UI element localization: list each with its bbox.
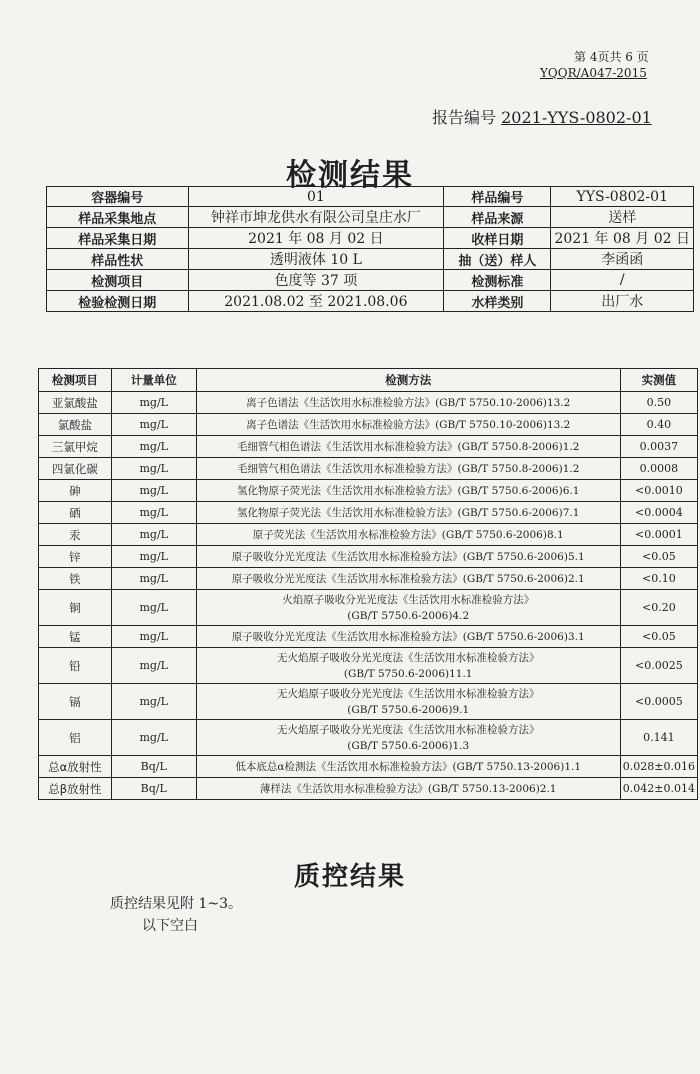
blank-note: 以下空白 [142,918,198,934]
table-row [39,720,698,756]
table-row [39,524,698,546]
cell-unit: mg/L [111,590,196,626]
info-row [47,249,694,270]
method-line: 原子吸收分光光度法《生活饮用水标准检验方法》(GB/T 5750.6-2006)5.1 [231,550,585,563]
cell-item: 三氯甲烷 [39,436,112,458]
cell-item: 总β放射性 [39,778,112,800]
info-row [47,187,694,207]
cell-unit: mg/L [111,436,196,458]
sample-info-table [46,186,694,312]
standard-label: 检测标准 [444,270,551,291]
cell-item: 亚氯酸盐 [39,392,112,414]
cell-item: 镉 [39,684,112,720]
cell-method [196,568,620,590]
report-number-value: 2021-YYS-0802-01 [501,108,652,127]
cell-item: 氯酸盐 [39,414,112,436]
water-type-label: 水样类别 [444,291,551,312]
sender-label: 抽（送）样人 [444,249,551,270]
cell-value: 0.042±0.014 [620,778,697,800]
cell-value: <0.0005 [620,684,697,720]
cell-method [196,414,620,436]
cell-value: <0.0010 [620,480,697,502]
source-label: 样品来源 [444,207,551,228]
cell-method [196,648,620,684]
cell-method [196,778,620,800]
method-line: (GB/T 5750.6-2006)9.1 [347,703,470,716]
cell-method [196,480,620,502]
document-code: YQQR/A047-2015 [540,66,647,80]
cell-value: <0.0025 [620,648,697,684]
results-body [39,392,698,800]
cell-item: 锰 [39,626,112,648]
cell-item: 总α放射性 [39,756,112,778]
collect-date-label: 样品采集日期 [47,228,189,249]
table-row [39,392,698,414]
cell-unit: mg/L [111,502,196,524]
header-method: 检测方法 [196,369,620,392]
cell-unit: mg/L [111,458,196,480]
receive-date-value: 2021 年 08 月 02 日 [551,228,694,249]
method-line: 毛细管气相色谱法《生活饮用水标准检验方法》(GB/T 5750.8-2006)1.2 [237,462,580,475]
source-value: 送样 [551,207,694,228]
cell-item: 硒 [39,502,112,524]
method-line: 氢化物原子荧光法《生活饮用水标准检验方法》(GB/T 5750.6-2006)7.1 [237,506,580,519]
cell-method [196,546,620,568]
method-line: (GB/T 5750.6-2006)11.1 [343,667,473,680]
table-row [39,436,698,458]
cell-item: 四氯化碳 [39,458,112,480]
sender-value: 李函函 [551,249,694,270]
cell-unit: mg/L [111,648,196,684]
table-row [39,590,698,626]
cell-method [196,684,620,720]
cell-item: 汞 [39,524,112,546]
cell-item: 铅 [39,648,112,684]
header-value: 实测值 [620,369,697,392]
container-no-label: 容器编号 [47,187,189,207]
state-label: 样品性状 [47,249,189,270]
method-line: 离子色谱法《生活饮用水标准检验方法》(GB/T 5750.10-2006)13.2 [246,418,571,431]
qc-text: 质控结果见附 1~3。 [110,896,242,912]
table-row [39,684,698,720]
cell-unit: mg/L [111,568,196,590]
method-line: 毛细管气相色谱法《生活饮用水标准检验方法》(GB/T 5750.8-2006)1.2 [237,440,580,453]
cell-method [196,436,620,458]
cell-unit: mg/L [111,720,196,756]
info-row [47,270,694,291]
report-number [432,105,652,128]
cell-unit: mg/L [111,392,196,414]
report-number-label: 报告编号 [432,108,497,127]
cell-unit: mg/L [111,546,196,568]
method-line: 低本底总α检测法《生活饮用水标准检验方法》(GB/T 5750.13-2006)1.1 [235,760,582,773]
method-line: 原子荧光法《生活饮用水标准检验方法》(GB/T 5750.6-2006)8.1 [252,528,564,541]
method-line: 薄样法《生活饮用水标准检验方法》(GB/T 5750.13-2006)2.1 [259,782,557,795]
sample-no-label: 样品编号 [444,187,551,207]
method-line: 离子色谱法《生活饮用水标准检验方法》(GB/T 5750.10-2006)13.2 [246,396,571,409]
header-item: 检测项目 [39,369,112,392]
standard-value: / [551,270,694,291]
method-line: 原子吸收分光光度法《生活饮用水标准检验方法》(GB/T 5750.6-2006)3.1 [231,630,585,643]
cell-method [196,756,620,778]
info-row [47,228,694,249]
method-line: 无火焰原子吸收分光光度法《生活饮用水标准检验方法》 [276,687,540,700]
page-title: 检测结果 [286,158,414,193]
table-row [39,414,698,436]
cell-unit: mg/L [111,684,196,720]
test-date-label: 检验检测日期 [47,291,189,312]
water-type-value: 出厂水 [551,291,694,312]
table-row [39,648,698,684]
cell-value: 0.50 [620,392,697,414]
cell-item: 砷 [39,480,112,502]
cell-method [196,392,620,414]
cell-value: 0.0008 [620,458,697,480]
table-row [39,568,698,590]
location-value: 钟祥市坤龙供水有限公司皇庄水厂 [188,207,444,228]
container-no-value: 01 [188,187,444,207]
cell-unit: mg/L [111,626,196,648]
method-line: 火焰原子吸收分光光度法《生活饮用水标准检验方法》 [282,593,535,606]
receive-date-label: 收样日期 [444,228,551,249]
cell-value: <0.10 [620,568,697,590]
cell-unit: Bq/L [111,756,196,778]
cell-unit: Bq/L [111,778,196,800]
cell-unit: mg/L [111,480,196,502]
method-line: 原子吸收分光光度法《生活饮用水标准检验方法》(GB/T 5750.6-2006)2.1 [231,572,585,585]
collect-date-value: 2021 年 08 月 02 日 [188,228,444,249]
cell-method [196,720,620,756]
cell-unit: mg/L [111,414,196,436]
cell-method [196,502,620,524]
cell-value: <0.0004 [620,502,697,524]
table-row [39,458,698,480]
table-row [39,756,698,778]
cell-unit: mg/L [111,524,196,546]
cell-item: 锌 [39,546,112,568]
cell-item: 铝 [39,720,112,756]
method-line: (GB/T 5750.6-2006)1.3 [347,739,470,752]
cell-value: <0.0001 [620,524,697,546]
test-date-value: 2021.08.02 至 2021.08.06 [188,291,444,312]
method-line: 无火焰原子吸收分光光度法《生活饮用水标准检验方法》 [276,723,540,736]
info-row [47,207,694,228]
results-table [38,368,698,800]
items-value: 色度等 37 项 [188,270,444,291]
table-row [39,778,698,800]
page-number: 第 4页共 6 页 [574,50,649,64]
header-unit: 计量单位 [111,369,196,392]
cell-value: 0.40 [620,414,697,436]
state-value: 透明液体 10 L [188,249,444,270]
cell-item: 铁 [39,568,112,590]
table-row [39,546,698,568]
cell-method [196,590,620,626]
cell-method [196,626,620,648]
table-row [39,480,698,502]
sample-no-value: YYS-0802-01 [551,187,694,207]
cell-value: <0.05 [620,546,697,568]
cell-value: <0.20 [620,590,697,626]
cell-method [196,458,620,480]
items-label: 检测项目 [47,270,189,291]
info-row [47,291,694,312]
method-line: (GB/T 5750.6-2006)4.2 [347,609,470,622]
table-row [39,626,698,648]
method-line: 氢化物原子荧光法《生活饮用水标准检验方法》(GB/T 5750.6-2006)6.1 [237,484,580,497]
results-header-row [39,369,698,392]
cell-value: 0.0037 [620,436,697,458]
cell-value: <0.05 [620,626,697,648]
qc-title: 质控结果 [293,862,406,892]
location-label: 样品采集地点 [47,207,189,228]
cell-method [196,524,620,546]
method-line: 无火焰原子吸收分光光度法《生活饮用水标准检验方法》 [276,651,540,664]
cell-value: 0.028±0.016 [620,756,697,778]
cell-item: 铜 [39,590,112,626]
table-row [39,502,698,524]
cell-value: 0.141 [620,720,697,756]
